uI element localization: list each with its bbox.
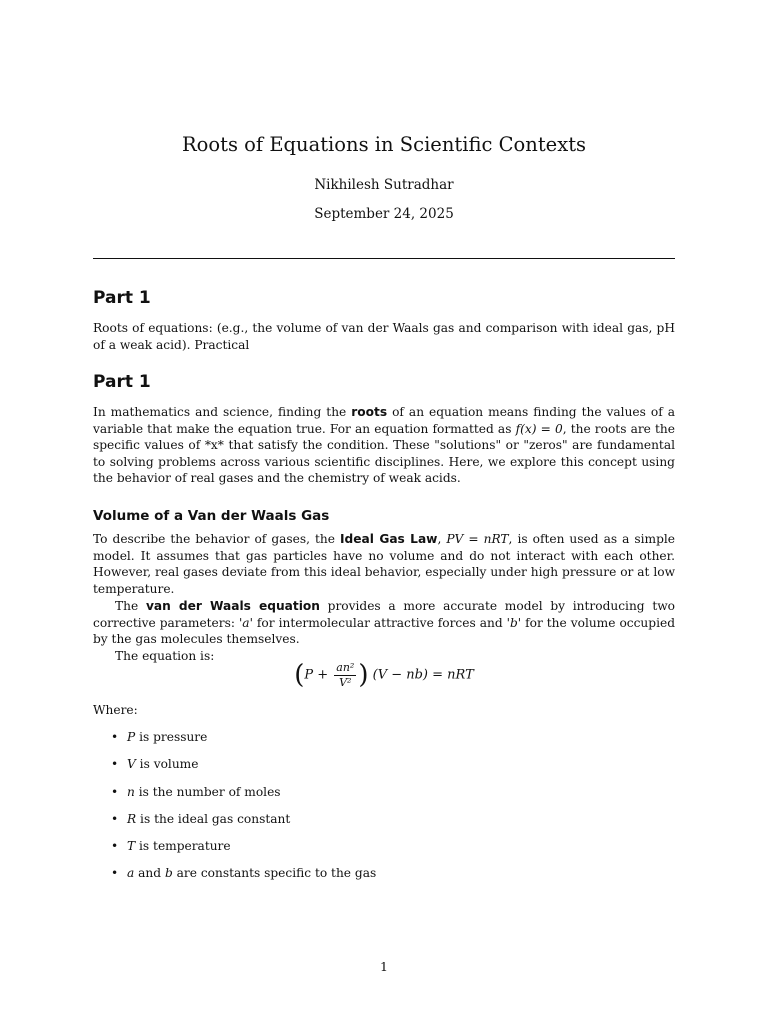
roots-term: roots	[351, 405, 388, 419]
ideal-gas-paragraph: To describe the behavior of gases, the Ideal Gas Law, PV = nRT, is often used as a simple model. It assumes that gas particles have no volume and do not interact with each other. However, real gases deviate from this ideal behavior, especially under high pressure or at low temperature.	[93, 532, 676, 596]
vdw-equation-term: van der Waals equation	[145, 599, 320, 613]
author-name: Nikhilesh Sutradhar	[314, 177, 454, 193]
page-number: 1	[380, 959, 388, 974]
ideal-gas-law-term: Ideal Gas Law	[340, 532, 438, 546]
equation-intro: The equation is:	[115, 649, 215, 663]
horizontal-rule	[93, 258, 675, 259]
variable-list	[93, 728, 376, 892]
list-item: • V is volume	[111, 757, 199, 772]
section-1-paragraph: Roots of equations: (e.g., the volume of van der Waals gas and comparison with ideal gas, pH of a weak acid). Practical	[93, 321, 675, 352]
list-item: • R is the ideal gas constant	[111, 811, 291, 826]
list-item: • n is the number of moles	[111, 784, 281, 799]
list-item: • P is pressure	[111, 730, 208, 744]
subsection-heading: Volume of a Van der Waals Gas	[93, 508, 330, 524]
fx-math: f(x) = 0	[515, 421, 563, 436]
equation-fraction: $\frac{\text{an²}}{\text{V²}}$	[336, 660, 355, 689]
vdw-paragraph: The van der Waals equation provides a more accurate model by introducing two corrective parameters: 'a' for intermolecular attractive forces and 'b' for the volume occupied by the gas molecules themselves.	[93, 599, 675, 647]
list-item: • T is temperature	[111, 839, 231, 854]
list-item: • a and b are constants specific to the gas	[111, 866, 377, 881]
ideal-gas-math: PV = nRT	[446, 532, 509, 546]
section-2-paragraph: In mathematics and science, finding the roots of an equation means finding the values of a variable that make the equation true. For an equation formatted as f(x) = 0, the roots are the specific values of *x* that satisfy the condition. These "solutions" or "zeros" are fundamental to solving problems across various scientific disciplines. Here, we explore this concept using the behavior of real gases and the chemistry of weak acids.	[93, 405, 675, 486]
where-label: Where:	[93, 703, 138, 717]
section-heading-1: Part 1	[93, 288, 151, 308]
document-title: Roots of Equations in Scientific Contexts	[181, 133, 587, 156]
document-date: September 24, 2025	[314, 206, 454, 222]
section-heading-2: Part 1	[93, 372, 151, 392]
vdw-equation: (P + $\frac{\text{an²}}{\text{V²}}$ ) (V − nb) = nRT	[294, 660, 474, 690]
